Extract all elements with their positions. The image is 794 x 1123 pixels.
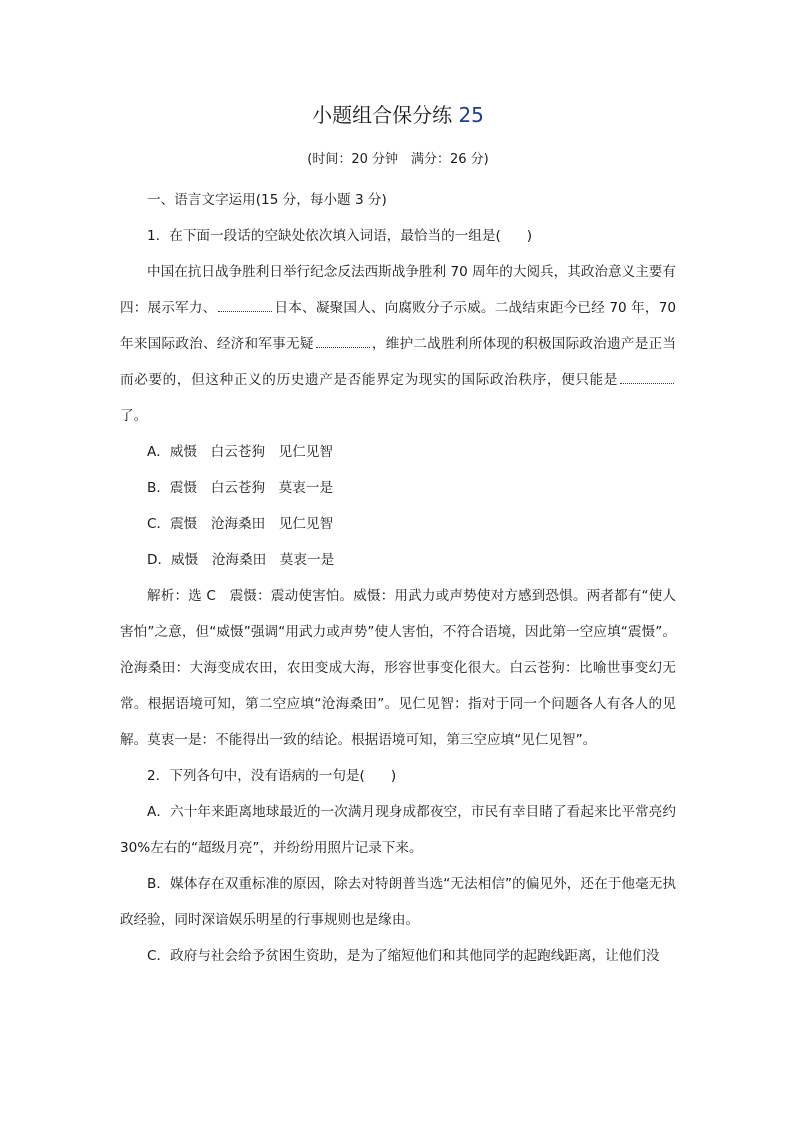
- q1-passage-part-1: 中国在抗日战争胜利日举行纪念反法西斯战争胜利 70 周年的大阅兵，其政治意义主要有四：展示军力、: [120, 264, 676, 316]
- title-number: 25: [458, 103, 484, 127]
- q1-stem-text: 1．在下面一段话的空缺处依次填入词语，最恰当的一组是(: [147, 228, 501, 244]
- question-1-passage: [120, 254, 676, 434]
- section-heading: 一、语言文字运用(15 分，每小题 3 分): [147, 192, 387, 208]
- q2-stem-end: ): [390, 768, 397, 784]
- q1-option-c: C．震慑 沧海桑田 见仁见智: [147, 516, 334, 532]
- q1-analysis: 解析：选 C 震慑：震动使害怕。威慑：用武力或声势使对方感到恐惧。两者都有“使人害怕”之意，但“威慑”强调“用武力或声势”使人害怕，不符合语境，因此第一空应填“震慑”。沧海桑田：大海变成农田，农田变成大海，形容世事变化很大。白云苍狗：比喻世事变幻无常。根据语境可知，第二空应填“沧海桑田”。见仁见智：指对于同一个问题各人有各人的见解。莫衷一是：不能得出一致的结论。根据语境可知，第三空应填“见仁见智”。: [120, 588, 676, 748]
- q1-option-d: D．威慑 沧海桑田 莫衷一是: [147, 552, 335, 568]
- q1-passage-part-2: 日本、凝聚国人、向腐败分子示威。二战结束距今已经 70 年，70 年来国际政治、经济和军事无疑: [120, 300, 676, 352]
- blank-3: [620, 369, 674, 384]
- question-1-stem: [120, 218, 676, 254]
- q1-option-a: A．威慑 白云苍狗 见仁见智: [147, 444, 334, 460]
- q2-option-c: C．政府与社会给予贫困生资助，是为了缩短他们和其他同学的起跑线距离，让他们没: [147, 948, 660, 964]
- title-text: 小题组合保分练: [312, 103, 453, 127]
- q2-option-b: B．媒体存在双重标准的原因，除去对特朗普当选“无法相信”的偏见外，还在于他毫无执政经验，同时深谙娱乐明星的行事规则也是缘由。: [120, 876, 676, 928]
- q2-option-a: A．六十年来距离地球最近的一次满月现身成都夜空，市民有幸目睹了看起来比平常亮约 30%左右的“超级月亮”，并纷纷用照片记录下来。: [120, 804, 676, 856]
- q1-passage-part-4: 了。: [120, 408, 148, 424]
- document-body: [120, 182, 676, 974]
- q1-option-b: B．震慑 白云苍狗 莫衷一是: [147, 480, 334, 496]
- question-2-stem: [120, 758, 676, 794]
- q1-passage-part-3: ，维护二战胜利所体现的积极国际政治遗产是正当而必要的，但这种正义的历史遗产是否能界定为现实的国际政治秩序，便只能是: [120, 336, 677, 388]
- exam-meta: (时间：20 分钟 满分：26 分): [307, 152, 489, 167]
- blank-1: [218, 297, 272, 312]
- blank-2: [316, 333, 370, 348]
- page-title: [120, 101, 676, 129]
- q1-stem-end: ): [526, 228, 533, 244]
- q2-stem-text: 2．下列各句中，没有语病的一句是(: [147, 768, 365, 784]
